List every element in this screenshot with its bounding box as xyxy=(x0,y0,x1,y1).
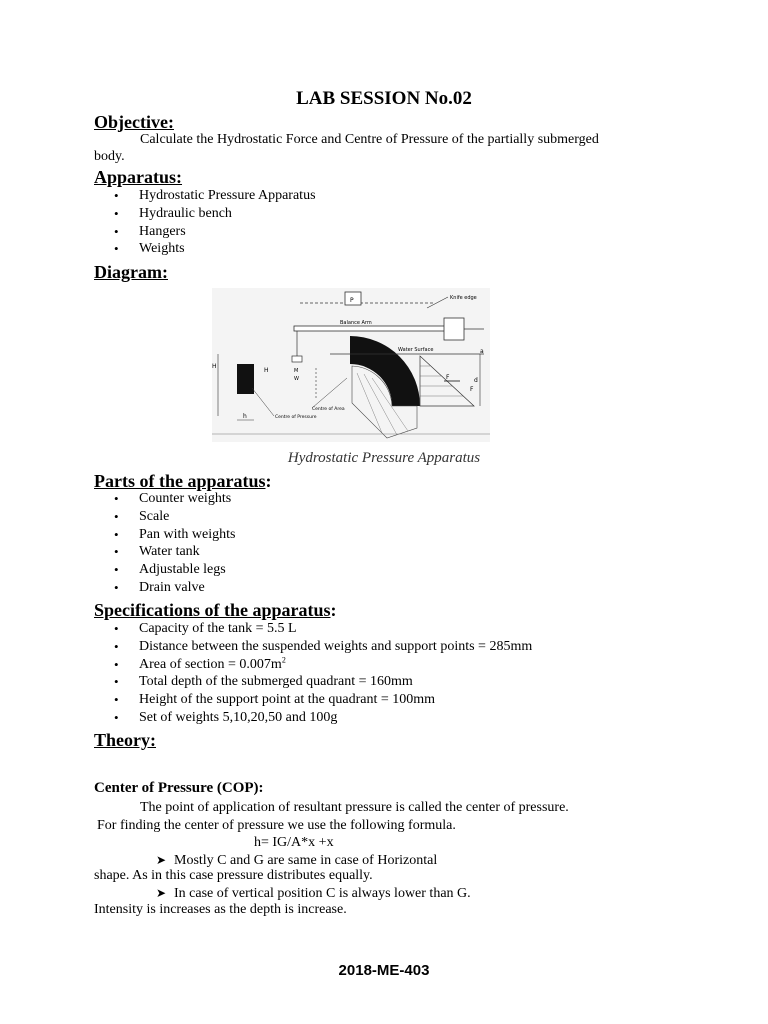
diagram-label-f2: F xyxy=(470,386,474,393)
diagram-label-w: W xyxy=(294,376,299,382)
list-item: • Distance between the suspended weights and support points = 285mm xyxy=(112,638,532,656)
list-item: • Scale xyxy=(112,508,235,526)
page-title: LAB SESSION No.02 xyxy=(296,88,472,109)
objective-text-line2: body. xyxy=(94,149,125,164)
page-footer-id: 2018-ME-403 xyxy=(338,962,430,979)
objective-heading: Objective: xyxy=(94,112,174,132)
apparatus-heading: Apparatus: xyxy=(94,167,183,187)
diagram-label-knife-edge: Knife edge xyxy=(450,295,477,301)
cop-heading: Center of Pressure (COP): xyxy=(94,780,264,796)
list-item: • Hangers xyxy=(112,223,316,241)
theory-line3: shape. As in this case pressure distributes equally. xyxy=(94,868,373,883)
diagram-label-d: d xyxy=(474,377,478,384)
list-item: • Drain valve xyxy=(112,579,235,597)
diagram-label-balance-arm: Balance Arm xyxy=(340,320,372,326)
diagram-label-hp: H xyxy=(264,367,269,374)
area-of-section-text: Area of section = 0.007m xyxy=(139,656,282,672)
theory-line1: The point of application of resultant pressure is called the center of pressure. xyxy=(140,800,569,815)
parts-list xyxy=(112,490,235,597)
list-item xyxy=(112,656,532,674)
theory-heading: Theory: xyxy=(94,730,156,750)
diagram-label-b: h xyxy=(243,413,247,420)
hydrostatic-apparatus-diagram xyxy=(212,288,490,442)
arrow-point-1-text: Mostly C and G are same in case of Horizontal xyxy=(174,853,438,868)
cop-formula: h= IG/A*x +x xyxy=(254,835,334,850)
list-item: • Hydraulic bench xyxy=(112,205,316,223)
diagram-label-p: P xyxy=(350,297,354,304)
diagram-label-h-left: H xyxy=(212,363,217,370)
objective-text-line1: Calculate the Hydrostatic Force and Centre of Pressure of the partially submerged xyxy=(140,132,599,147)
list-item: • Height of the support point at the quadrant = 100mm xyxy=(112,691,532,709)
diagram-label-water-surface: Water Surface xyxy=(398,347,434,353)
diagram-heading: Diagram: xyxy=(94,262,168,282)
diagram-caption: Hydrostatic Pressure Apparatus xyxy=(287,450,481,466)
list-item: • Weights xyxy=(112,240,316,258)
diagram-label-a: a xyxy=(480,348,484,355)
parts-heading-text: Parts of the apparatus xyxy=(94,471,266,491)
arrow-point-2-text: In case of vertical position C is always lower than G. xyxy=(174,886,471,901)
theory-line4: Intensity is increases as the depth is increase. xyxy=(94,902,347,917)
superscript-two: 2 xyxy=(281,654,286,664)
specs-heading: Specifications of the apparatus: xyxy=(94,600,337,620)
list-item: • Pan with weights xyxy=(112,526,235,544)
parts-heading: Parts of the apparatus: xyxy=(94,471,272,491)
list-item: • Hydrostatic Pressure Apparatus xyxy=(112,187,316,205)
specs-list xyxy=(112,620,532,727)
apparatus-list xyxy=(112,187,316,258)
list-item: • Capacity of the tank = 5.5 L xyxy=(112,620,532,638)
list-item: • Set of weights 5,10,20,50 and 100g xyxy=(112,709,532,727)
arrow-bullet-icon: ➤ xyxy=(156,853,167,867)
list-item: • Total depth of the submerged quadrant = 160mm xyxy=(112,673,532,691)
diagram-label-centre-of-pressure: Centre of Pressure xyxy=(275,415,317,420)
diagram-label-centre-of-area: Centre of Area xyxy=(312,407,345,412)
arrow-bullet-icon: ➤ xyxy=(156,886,167,900)
list-item: • Adjustable legs xyxy=(112,561,235,579)
diagram-label-f1: F xyxy=(446,374,450,381)
specs-heading-text: Specifications of the apparatus xyxy=(94,600,331,620)
diagram-label-m: M xyxy=(294,368,299,374)
list-item: • Water tank xyxy=(112,543,235,561)
theory-line2: For finding the center of pressure we use the following formula. xyxy=(97,818,456,833)
list-item: • Counter weights xyxy=(112,490,235,508)
